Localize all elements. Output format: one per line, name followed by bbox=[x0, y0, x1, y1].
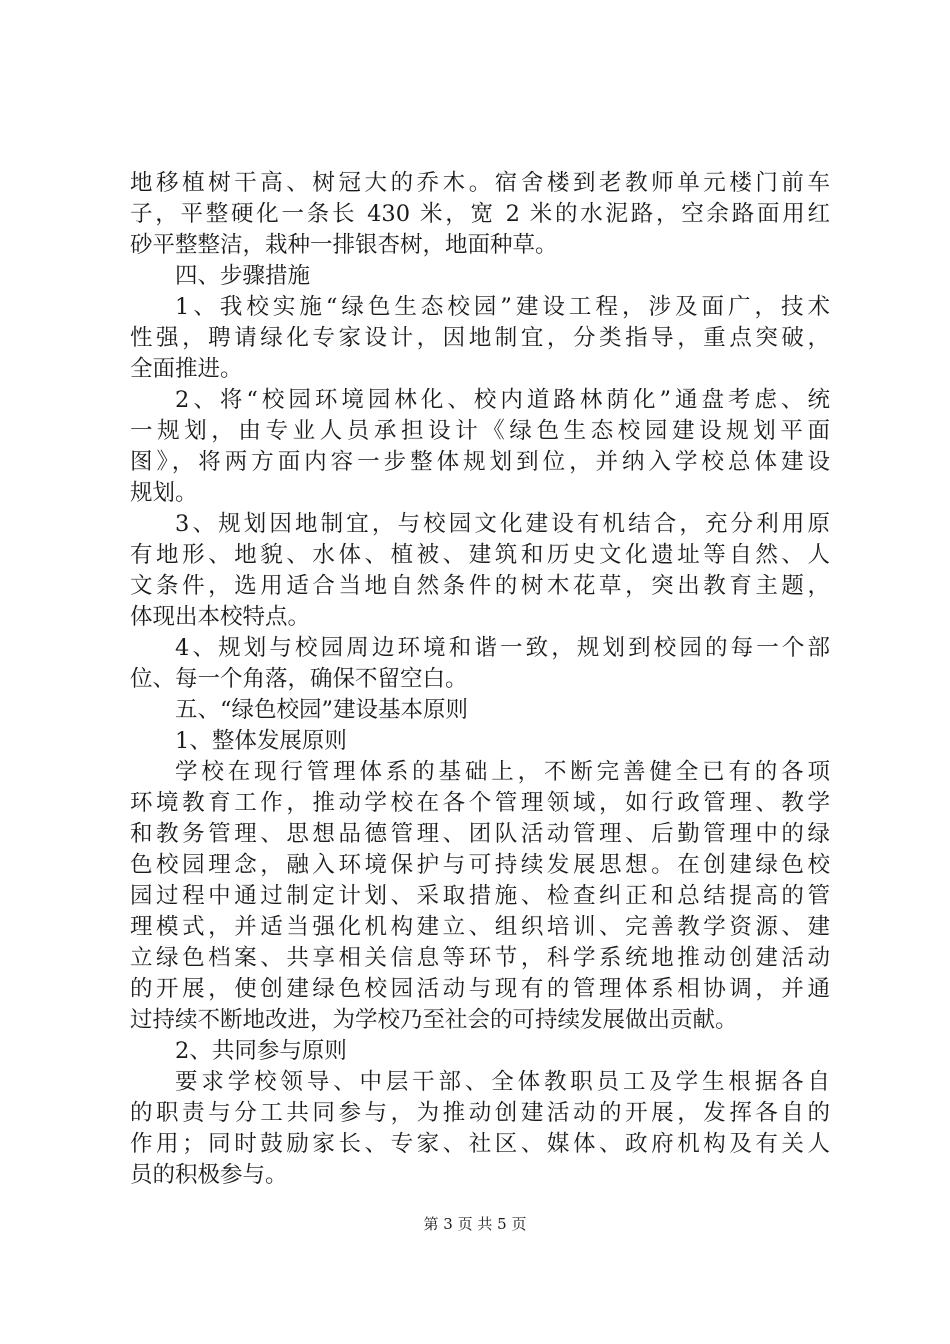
text-line: 的开展，使创建绿色校园活动与现有的管理体系相协调，并通 bbox=[130, 976, 830, 1002]
text-line: 理模式，并适当强化机构建立、组织培训、完善教学资源、建 bbox=[130, 914, 830, 940]
text-line: 子，平整硬化一条长 430 米，宽 2 米的水泥路，空余路面用红 bbox=[130, 201, 830, 227]
document-body bbox=[130, 168, 830, 1191]
text-line: 全面推进。 bbox=[130, 356, 243, 382]
page-footer: 第 3 页 共 5 页 bbox=[423, 1215, 527, 1233]
text-line: 体现出本校特点。 bbox=[130, 604, 311, 630]
text-line: 作用；同时鼓励家长、专家、社区、媒体、政府机构及有关人 bbox=[130, 1131, 830, 1157]
text-line: 园过程中通过制定计划、采取措施、检查纠正和总结提高的管 bbox=[130, 883, 830, 909]
text-line: 规划。 bbox=[130, 480, 198, 506]
text-line: 砂平整整洁，栽种一排银杏树，地面种草。 bbox=[130, 232, 558, 258]
text-line: 过持续不断地改进，为学校乃至社会的可持续发展做出贡献。 bbox=[130, 1007, 738, 1033]
text-line: 学校在现行管理体系的基础上，不断完善健全已有的各项 bbox=[175, 759, 830, 785]
text-line: 员的积极参与。 bbox=[130, 1162, 288, 1188]
text-line: 位、每一个角落，确保不留空白。 bbox=[130, 666, 468, 692]
text-line: 要求学校领导、中层干部、全体教职员工及学生根据各自 bbox=[175, 1069, 830, 1095]
text-line: 立绿色档案、共享相关信息等环节，科学系统地推动创建活动 bbox=[130, 945, 830, 971]
text-line: 有地形、地貌、水体、植被、建筑和历史文化遗址等自然、人 bbox=[130, 542, 830, 568]
text-line: 2、将“校园环境园林化、校内道路林荫化”通盘考虑、统 bbox=[175, 387, 830, 413]
text-line: 2、共同参与原则 bbox=[175, 1038, 347, 1064]
text-line: 1、我校实施“绿色生态校园”建设工程，涉及面广，技术 bbox=[175, 294, 830, 320]
text-line: 环境教育工作，推动学校在各个管理领域，如行政管理、教学 bbox=[130, 790, 830, 816]
text-line: 和教务管理、思想品德管理、团队活动管理、后勤管理中的绿 bbox=[130, 821, 830, 847]
text-line: 地移植树干高、树冠大的乔木。宿舍楼到老教师单元楼门前车 bbox=[130, 170, 830, 196]
text-line: 图》，将两方面内容一步整体规划到位，并纳入学校总体建设 bbox=[130, 449, 830, 475]
text-line: 1、整体发展原则 bbox=[175, 728, 347, 754]
text-line: 性强，聘请绿化专家设计，因地制宜，分类指导，重点突破， bbox=[130, 325, 830, 351]
text-line: 3、规划因地制宜，与校园文化建设有机结合，充分利用原 bbox=[175, 511, 830, 537]
text-line: 五、“绿色校园”建设基本原则 bbox=[175, 697, 469, 723]
text-line: 4、规划与校园周边环境和谐一致，规划到校园的每一个部 bbox=[175, 635, 830, 661]
text-line: 的职责与分工共同参与，为推动创建活动的开展，发挥各自的 bbox=[130, 1100, 830, 1126]
text-line: 一规划，由专业人员承担设计《绿色生态校园建设规划平面 bbox=[130, 418, 830, 444]
text-line: 四、步骤措施 bbox=[175, 263, 311, 289]
text-line: 文条件，选用适合当地自然条件的树木花草，突出教育主题， bbox=[130, 573, 830, 599]
text-line: 色校园理念，融入环境保护与可持续发展思想。在创建绿色校 bbox=[130, 852, 830, 878]
